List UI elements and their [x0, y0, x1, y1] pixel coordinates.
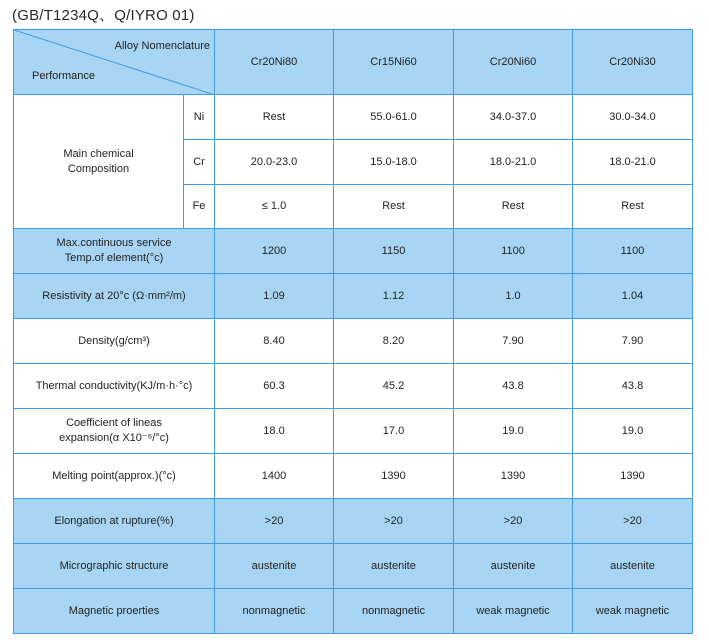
table-cell: 1150 [334, 229, 454, 274]
table-cell: nonmagnetic [334, 589, 454, 634]
table-cell: 18.0 [215, 409, 334, 454]
table-cell: 1.0 [454, 274, 573, 319]
table-cell: 1.09 [215, 274, 334, 319]
table-cell: 17.0 [334, 409, 454, 454]
table-cell: >20 [215, 499, 334, 544]
table-cell: weak magnetic [573, 589, 693, 634]
header-row [14, 30, 693, 95]
alloy-nomenclature-label: Alloy Nomenclature [114, 40, 210, 52]
table-cell: 1100 [573, 229, 693, 274]
composition-label-line2: Composition [67, 162, 130, 175]
table-cell: nonmagnetic [215, 589, 334, 634]
table-cell: 43.8 [573, 364, 693, 409]
table-cell: 55.0-61.0 [334, 95, 454, 140]
table-row [14, 319, 693, 364]
table-cell: 19.0 [454, 409, 573, 454]
property-label [14, 409, 215, 454]
composition-label [14, 95, 184, 229]
table-cell: 1100 [454, 229, 573, 274]
table-cell: ≤ 1.0 [215, 185, 334, 229]
property-label: Elongation at rupture(%) [14, 499, 215, 544]
table-cell: >20 [334, 499, 454, 544]
table-cell: >20 [454, 499, 573, 544]
table-cell: Rest [334, 185, 454, 229]
table-cell: 34.0-37.0 [454, 95, 573, 140]
table-row [14, 229, 693, 274]
table-row [14, 274, 693, 319]
composition-row-ni [14, 95, 693, 140]
table-cell: Rest [215, 95, 334, 140]
table-cell: 20.0-23.0 [215, 140, 334, 185]
table-cell: Rest [454, 185, 573, 229]
table-row [14, 499, 693, 544]
table-row [14, 544, 693, 589]
property-label: Thermal conductivity(KJ/m·h·°c) [14, 364, 215, 409]
table-cell: austenite [454, 544, 573, 589]
property-label: Resistivity at 20°c (Ω·mm²/m) [14, 274, 215, 319]
table-cell: 19.0 [573, 409, 693, 454]
performance-label: Performance [32, 70, 95, 82]
table-cell: 18.0-21.0 [573, 140, 693, 185]
table-cell: 8.40 [215, 319, 334, 364]
table-cell: 1.12 [334, 274, 454, 319]
table-cell: 45.2 [334, 364, 454, 409]
alloy-header-2: Cr15Ni60 [334, 30, 454, 95]
table-cell: 7.90 [454, 319, 573, 364]
table-cell: 1390 [573, 454, 693, 499]
property-label-line2: Temp.of element(°c) [64, 252, 164, 264]
table-cell: austenite [573, 544, 693, 589]
standard-title: (GB/T1234Q、Q/IYRO 01) [12, 7, 195, 24]
table-cell: 1400 [215, 454, 334, 499]
table-cell: 60.3 [215, 364, 334, 409]
table-cell: >20 [573, 499, 693, 544]
table-cell: 1200 [215, 229, 334, 274]
table-cell: 30.0-34.0 [573, 95, 693, 140]
alloy-header-4: Cr20Ni30 [573, 30, 693, 95]
property-label-line1: Coefficient of lineas [66, 417, 162, 429]
element-label: Ni [184, 95, 215, 140]
header-corner-cell [14, 30, 215, 95]
table-cell: 1390 [334, 454, 454, 499]
composition-label-line1: Main chemical [63, 147, 134, 160]
table-cell: Rest [573, 185, 693, 229]
property-label: Melting point(approx.)(°c) [14, 454, 215, 499]
table-row [14, 409, 693, 454]
table-row [14, 364, 693, 409]
table-cell: austenite [334, 544, 454, 589]
alloy-properties-table [13, 29, 693, 634]
table-cell: 1.04 [573, 274, 693, 319]
property-label: Magnetic proerties [14, 589, 215, 634]
table-cell: 43.8 [454, 364, 573, 409]
property-label: Density(g/cm³) [14, 319, 215, 364]
property-label-line1: Max.continuous service [56, 237, 172, 249]
table-cell: 7.90 [573, 319, 693, 364]
table-cell: 8.20 [334, 319, 454, 364]
table-cell: weak magnetic [454, 589, 573, 634]
table-cell: 18.0-21.0 [454, 140, 573, 185]
table-cell: 15.0-18.0 [334, 140, 454, 185]
property-label: Micrographic structure [14, 544, 215, 589]
table-cell: austenite [215, 544, 334, 589]
element-label: Cr [184, 140, 215, 185]
table-cell: 1390 [454, 454, 573, 499]
property-label [14, 229, 215, 274]
alloy-header-1: Cr20Ni80 [215, 30, 334, 95]
alloy-header-3: Cr20Ni60 [454, 30, 573, 95]
table-row [14, 454, 693, 499]
table-row [14, 589, 693, 634]
element-label: Fe [184, 185, 215, 229]
property-label-line2: expansion(α X10⁻⁶/°c) [59, 432, 169, 444]
